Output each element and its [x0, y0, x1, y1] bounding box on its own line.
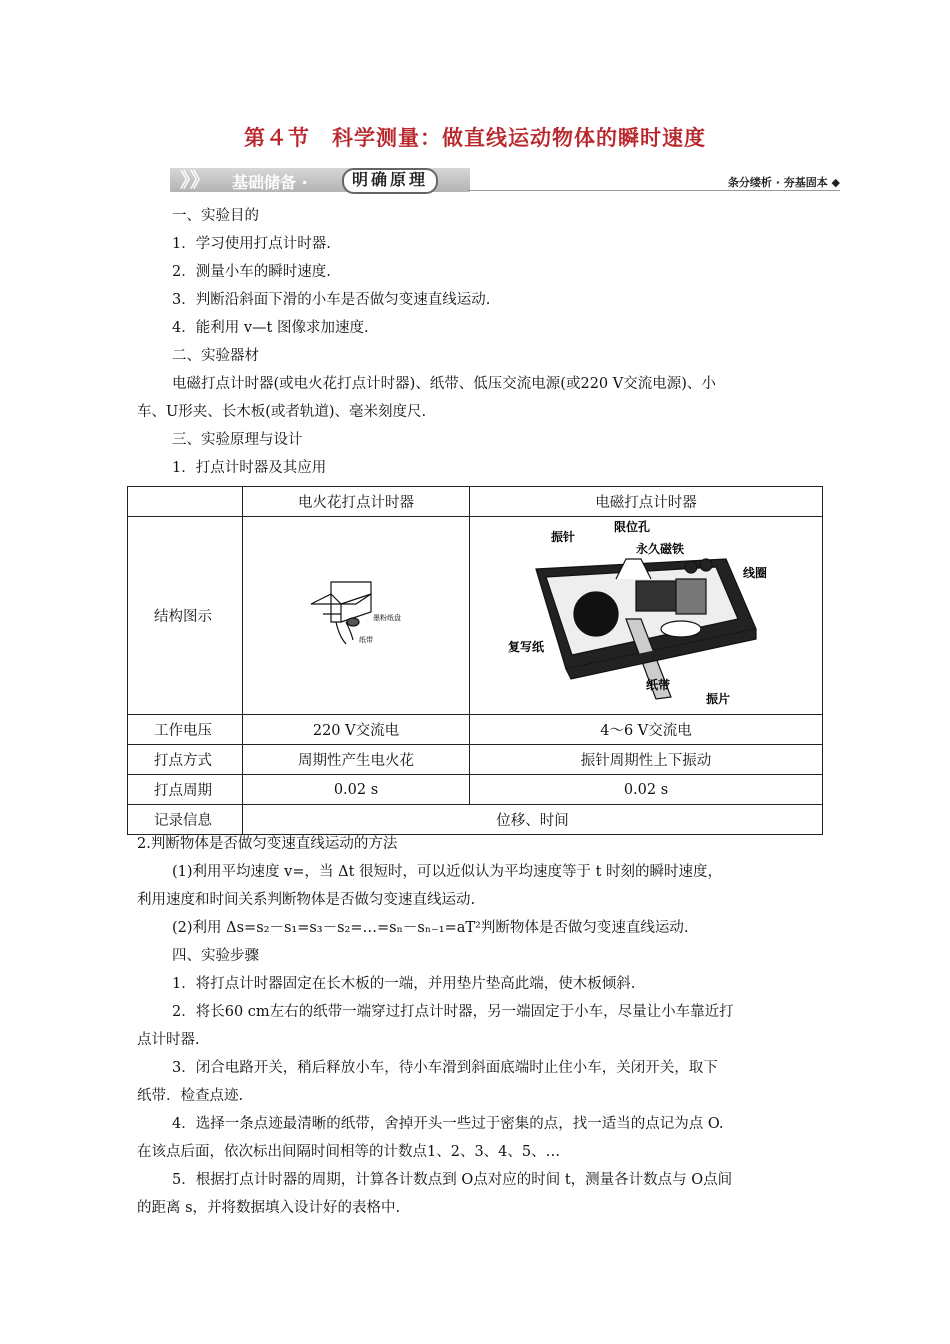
spark-timer-diagram — [301, 574, 411, 654]
page-title: 第４节 科学测量：做直线运动物体的瞬时速度 — [244, 126, 706, 150]
section-heading: 二、实验器材 — [172, 348, 259, 364]
banner-right-text: 条分缕析 · 夯基固本 ◆ — [727, 176, 840, 189]
step-line: 2．将长60 cm左右的纸带一端穿过打点计时器，另一端固定于小车，尽量让小车靠近打 — [172, 1004, 734, 1020]
table-header-cell: 电磁打点计时器 — [470, 487, 823, 517]
em-timer-diagram-cell — [470, 517, 823, 715]
banner-divider — [468, 190, 840, 191]
list-item: 2．测量小车的瞬时速度. — [172, 264, 331, 280]
table-cell: 220 V交流电 — [243, 715, 470, 745]
table-cell: 0.02 s — [243, 775, 470, 805]
banner-label: 基础储备 · — [232, 173, 308, 192]
table-row — [128, 805, 823, 835]
list-item: 3．判断沿斜面下滑的小车是否做匀变速直线运动. — [172, 292, 491, 308]
banner-bar — [170, 168, 470, 192]
table-header-row — [128, 487, 823, 517]
step-line: 5．根据打点计时器的周期，计算各计数点到 O点对应的时间 t，测量各计数点与 O点间 — [172, 1172, 733, 1188]
diagram-label: 纸带 — [359, 635, 373, 644]
table-header-cell: 电火花打点计时器 — [243, 487, 470, 517]
double-chevron-icon: 》》 — [180, 168, 210, 192]
table-header-cell — [128, 487, 243, 517]
paragraph-line: 利用速度和时间关系判断物体是否做匀变速直线运动. — [137, 892, 476, 908]
table-row — [128, 745, 823, 775]
diagram-label: 振针 — [551, 529, 576, 544]
list-item: 4．能利用 v—t 图像求加速度. — [172, 320, 369, 336]
diagram-label: 振片 — [706, 691, 731, 706]
step-line: 纸带．检查点迹. — [137, 1088, 244, 1104]
row-label: 结构图示 — [128, 517, 243, 715]
table-row — [128, 775, 823, 805]
row-label: 记录信息 — [128, 805, 243, 835]
timer-comparison-table — [127, 486, 823, 835]
step-line: 4．选择一条点迹最清晰的纸带，舍掉开头一些过于密集的点，找一适当的点记为点 O. — [172, 1116, 724, 1132]
step-line: 在该点后面，依次标出间隔时间相等的计数点1、2、3、4、5、… — [137, 1144, 561, 1160]
section-banner — [170, 164, 840, 194]
subheading: 1．打点计时器及其应用 — [172, 460, 327, 476]
subheading: 2.判断物体是否做匀变速直线运动的方法 — [137, 836, 398, 852]
diagram-label: 永久磁铁 — [636, 541, 685, 556]
list-item: 1．学习使用打点计时器. — [172, 236, 331, 252]
table-cell: 0.02 s — [470, 775, 823, 805]
step-line: 3．闭合电路开关，稍后释放小车，待小车滑到斜面底端时止住小车，关闭开关，取下 — [172, 1060, 718, 1076]
paragraph-line: 电磁打点计时器(或电火花打点计时器)、纸带、低压交流电源(或220 V交流电源)、小 — [172, 376, 716, 392]
table-row — [128, 517, 823, 715]
paragraph-line: 车、U形夹、长木板(或者轨道)、毫米刻度尺. — [137, 404, 427, 420]
spark-timer-diagram-cell — [243, 517, 470, 715]
diagram-label: 限位孔 — [614, 519, 651, 534]
table-cell: 4～6 V交流电 — [470, 715, 823, 745]
row-label: 工作电压 — [128, 715, 243, 745]
row-label: 打点方式 — [128, 745, 243, 775]
diagram-label: 复写纸 — [508, 639, 545, 654]
table-row — [128, 715, 823, 745]
diagram-label: 线圈 — [743, 565, 768, 580]
diagram-label: 墨粉纸盘 — [373, 613, 401, 622]
section-heading: 三、实验原理与设计 — [172, 432, 303, 448]
diagram-label: 纸带 — [646, 677, 671, 692]
banner-boxed-label: 明确原理 — [342, 168, 438, 194]
table-cell: 振针周期性上下振动 — [470, 745, 823, 775]
step-line: 点计时器. — [137, 1032, 200, 1048]
paragraph-line: (2)利用 Δs=s₂－s₁=s₃－s₂=…=sₙ－sₙ₋₁=aT²判断物体是否做匀变速直线运动. — [172, 920, 689, 936]
section-heading: 四、实验步骤 — [172, 948, 259, 964]
table-cell: 周期性产生电火花 — [243, 745, 470, 775]
table-cell: 位移、时间 — [243, 805, 823, 835]
step-line: 1．将打点计时器固定在长木板的一端，并用垫片垫高此端，使木板倾斜. — [172, 976, 636, 992]
em-timer-diagram — [506, 519, 786, 709]
step-line: 的距离 s，并将数据填入设计好的表格中. — [137, 1200, 401, 1216]
paragraph-line: (1)利用平均速度 v=，当 Δt 很短时，可以近似认为平均速度等于 t 时刻的瞬时速度， — [172, 864, 723, 880]
section-heading: 一、实验目的 — [172, 208, 259, 224]
row-label: 打点周期 — [128, 775, 243, 805]
